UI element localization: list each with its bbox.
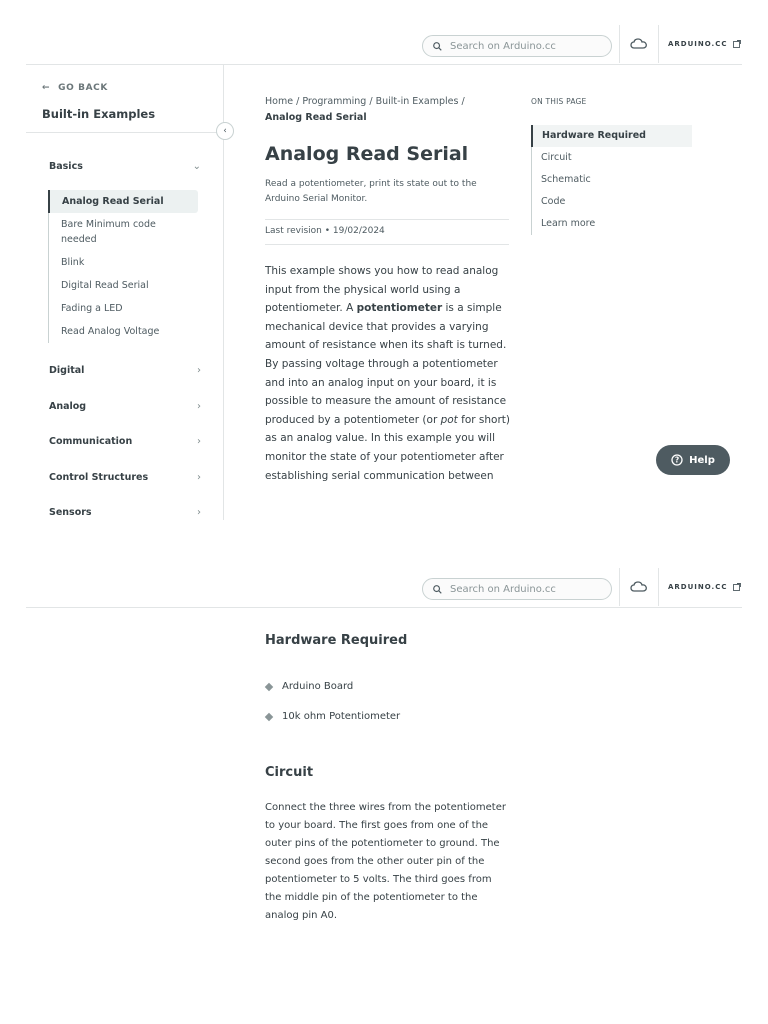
chevron-down-icon: ⌄ [192,161,201,172]
bullet-icon [265,682,273,690]
basics-submenu [48,190,198,343]
search-input[interactable] [422,35,612,57]
sidebar-item-fading-led[interactable]: Fading a LED [61,303,123,314]
category-label: Communication [49,436,133,447]
arduino-cc-label: ARDUINO.CC [668,40,728,48]
last-revision: Last revision • 19/02/2024 [265,226,385,236]
arduino-cc-link[interactable] [668,40,741,48]
category-label: Analog [49,401,87,412]
external-link-icon [733,583,741,591]
list-item [266,711,400,722]
sidebar-category-control-structures[interactable] [49,472,201,483]
search-placeholder: Search on Arduino.cc [450,583,556,595]
sidebar-item-read-analog-voltage[interactable]: Read Analog Voltage [61,326,160,337]
intro-text: for short) as an analog value. In this example you will monitor the state of your potentiometer after establishing serial communication between [265,413,511,482]
divider [265,219,509,220]
breadcrumb-home[interactable]: Home [265,96,294,107]
divider [658,25,659,63]
bullet-icon [265,712,273,720]
divider [619,25,620,63]
sidebar-item-blink[interactable]: Blink [61,257,85,268]
sidebar-category-digital[interactable] [49,365,201,376]
intro-paragraph [265,262,511,484]
toc-item-schematic[interactable]: Schematic [541,174,591,185]
list-item [266,681,353,692]
arduino-cc-label: ARDUINO.CC [668,583,728,591]
help-label: Help [689,454,715,466]
intro-bold-term: potentiometer [356,302,443,315]
search-icon [433,585,442,594]
breadcrumb: Home / Programming / Built-in Examples / Analog Read Serial [265,96,465,123]
top-bar [0,25,768,65]
top-bar [0,568,768,608]
search-placeholder: Search on Arduino.cc [450,40,556,52]
hardware-required-heading: Hardware Required [265,633,408,648]
chevron-right-icon: › [197,472,201,483]
intro-text: This example shows you how to read analog input from the physical world using a potentiometer. A [265,265,499,315]
search-icon [433,42,442,51]
category-label: Basics [49,161,83,172]
chevron-right-icon: › [197,365,201,376]
page-title: Analog Read Serial [265,143,469,165]
list-item-label: Arduino Board [282,681,354,692]
go-back-link[interactable] [42,83,108,93]
toc-item-circuit[interactable]: Circuit [541,152,572,163]
list-item-label: 10k ohm Potentiometer [282,711,401,722]
toc-item-code[interactable]: Code [541,196,566,207]
sidebar-category-analog[interactable] [49,401,201,412]
chevron-right-icon: › [197,401,201,412]
sidebar-category-basics[interactable] [49,161,201,172]
help-button[interactable] [656,445,730,475]
breadcrumb-built-in-examples[interactable]: Built-in Examples [375,96,459,107]
cloud-icon[interactable] [629,580,649,594]
sidebar-title: Built-in Examples [42,107,156,121]
intro-text: is a simple mechanical device that provides a varying amount of resistance when its shaft is turned. By passing voltage through a potentiometer and into an analog input on your board, it is possible to measure the amount of resistance produced by a potentiometer (or [265,302,507,426]
go-back-label: GO BACK [58,83,108,93]
sidebar-item-analog-read-serial[interactable]: Analog Read Serial [48,190,198,213]
sidebar-item-digital-read-serial[interactable]: Digital Read Serial [61,280,149,291]
chevron-left-icon: ‹ [223,126,227,136]
external-link-icon [733,40,741,48]
category-label: Digital [49,365,85,376]
sidebar-item-bare-minimum[interactable]: Bare Minimum code needed [61,219,156,245]
breadcrumb-current: Analog Read Serial [265,112,367,123]
sidebar-category-sensors[interactable] [49,507,201,518]
on-this-page-nav [531,125,692,235]
circuit-heading: Circuit [265,765,314,780]
chevron-right-icon: › [197,436,201,447]
toc-item-learn-more[interactable]: Learn more [541,218,596,229]
divider [658,568,659,606]
category-label: Control Structures [49,472,149,483]
top-bar-border [26,607,742,608]
divider [265,244,509,245]
arduino-cc-link[interactable] [668,583,741,591]
category-label: Sensors [49,507,92,518]
page-subtitle: Read a potentiometer, print its state out to the Arduino Serial Monitor. [265,179,477,204]
circuit-paragraph: Connect the three wires from the potentiometer to your board. The first goes from one of the outer pins of the potentiometer to ground. The second goes from the other outer pin of the potentiometer to 5 volts. The third goes from the middle pin of the potentiometer to the analog pin A0. [265,802,506,921]
search-input[interactable] [422,578,612,600]
chevron-right-icon: › [197,507,201,518]
on-this-page-label: ON THIS PAGE [531,97,587,106]
divider [26,132,224,133]
breadcrumb-programming[interactable]: Programming [302,96,367,107]
collapse-sidebar-button[interactable] [216,122,234,140]
intro-italic-term: pot [440,413,458,426]
divider [619,568,620,606]
arrow-left-icon: ← [42,83,51,93]
toc-item-hardware-required[interactable]: Hardware Required [531,125,692,147]
sidebar-category-communication[interactable] [49,436,201,447]
sidebar [26,64,227,520]
cloud-icon[interactable] [629,37,649,51]
question-icon [671,454,683,466]
svg-text:?: ? [674,455,680,465]
